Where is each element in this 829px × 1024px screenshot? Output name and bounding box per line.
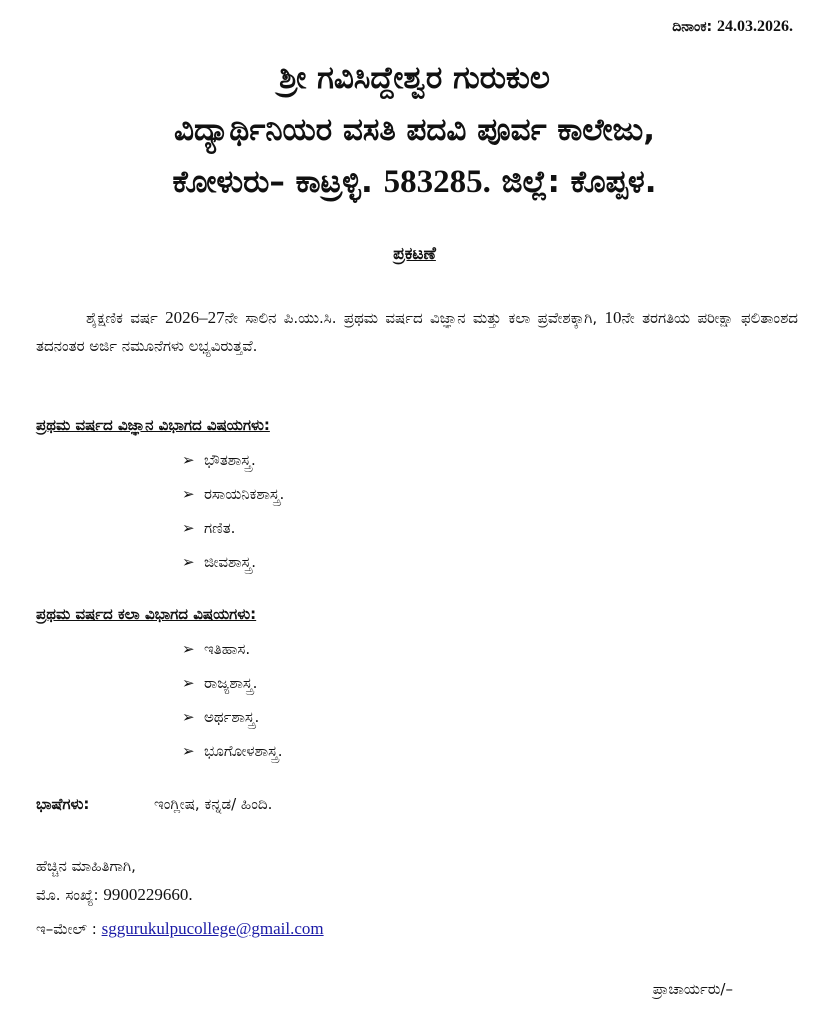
header-district: ಜಿಲ್ಲೆ: ಕೊಪ್ಪಳ.: [501, 164, 657, 200]
date-value: 24.03.2026.: [717, 18, 793, 35]
date-line: [672, 18, 793, 36]
phone-line: [36, 885, 193, 905]
languages-label: ಭಾಷೆಗಳು:: [36, 795, 90, 813]
email-line: [36, 919, 324, 939]
subject-label: ರಾಜ್ಯಶಾಸ್ತ್ರ.: [204, 674, 258, 692]
date-label: ದಿನಾಂಕ:: [672, 19, 713, 35]
para-year: 2026–27: [165, 308, 225, 327]
header-pincode: 583285.: [383, 164, 491, 200]
list-item: [182, 477, 284, 511]
subject-label: ಭೌತಶಾಸ್ತ್ರ.: [204, 451, 256, 469]
arts-subject-list: [182, 632, 283, 768]
list-item: [182, 700, 283, 734]
arrowhead-bullet-icon: ➢: [182, 742, 195, 760]
phone-number: 9900229660.: [103, 885, 193, 904]
arrowhead-bullet-icon: ➢: [182, 708, 195, 726]
header-line-3: [0, 156, 829, 208]
arrowhead-bullet-icon: ➢: [182, 451, 195, 469]
principal-signature: ಪ್ರಾಚಾರ್ಯರು/–: [652, 980, 733, 998]
header-line-1: ಶ್ರೀ ಗವಿಸಿದ್ದೇಶ್ವರ ಗುರುಕುಲ: [279, 60, 550, 96]
list-item: [182, 734, 283, 768]
list-item: [182, 511, 284, 545]
header-line-2: ವಿದ್ಯಾರ್ಥಿನಿಯರ ವಸತಿ ಪದವಿ ಪೂರ್ವ ಕಾಲೇಜು,: [174, 112, 655, 148]
languages-value: ಇಂಗ್ಲೀಷ, ಕನ್ನಡ/ ಹಿಂದಿ.: [154, 795, 273, 813]
para-num-10: 10: [604, 308, 622, 327]
subject-label: ಭೂಗೋಳಶಾಸ್ತ್ರ.: [204, 742, 283, 760]
list-item: [182, 666, 283, 700]
subject-label: ಇತಿಹಾಸ.: [204, 640, 251, 658]
science-subject-list: [182, 443, 284, 579]
header-place: ಕೋಳುರು– ಕಾಟ್ರಳ್ಳಿ.: [172, 164, 373, 200]
notice-title: ಪ್ರಕಟಣೆ: [393, 244, 436, 264]
arrowhead-bullet-icon: ➢: [182, 553, 195, 571]
arrowhead-bullet-icon: ➢: [182, 640, 195, 658]
arts-heading: ಪ್ರಥಮ ವರ್ಷದ ಕಲಾ ವಿಭಾಗದ ವಿಷಯಗಳು:: [36, 605, 257, 623]
contact-intro: ಹೆಚ್ಚಿನ ಮಾಹಿತಿಗಾಗಿ,: [36, 857, 136, 875]
subject-label: ರಸಾಯನಿಕಶಾಸ್ತ್ರ.: [204, 485, 285, 503]
list-item: [182, 443, 284, 477]
subject-label: ಜೀವಶಾಸ್ತ್ರ.: [204, 553, 257, 571]
para-part-1: ಶೈಕ್ಷಣಿಕ ವರ್ಷ: [86, 309, 158, 327]
phone-label: ಮೊ. ಸಂಖ್ಯೆ:: [36, 886, 99, 904]
list-item: [182, 632, 283, 666]
subject-label: ಅರ್ಥಶಾಸ್ತ್ರ.: [204, 708, 260, 726]
arrowhead-bullet-icon: ➢: [182, 485, 195, 503]
college-header: [0, 52, 829, 208]
email-link[interactable]: sggurukulpucollege@gmail.com: [101, 919, 324, 938]
languages-line: [36, 795, 272, 813]
para-part-3: ನೇ ತರಗತಿಯ ಪರೀಕ್ಷಾ ಫಲಿತಾಂಶದ ತದನಂತರ ಅರ್ಜಿ ನಮೂನೆಗಳು ಲಭ್ಯವಿರುತ್ತವೆ.: [36, 309, 798, 355]
subject-label: ಗಣಿತ.: [204, 519, 236, 537]
arrowhead-bullet-icon: ➢: [182, 674, 195, 692]
science-heading: ಪ್ರಥಮ ವರ್ಷದ ವಿಜ್ಞಾನ ವಿಭಾಗದ ವಿಷಯಗಳು:: [36, 416, 270, 434]
email-label: ಇ–ಮೇಲ್ :: [36, 920, 97, 938]
arrowhead-bullet-icon: ➢: [182, 519, 195, 537]
notice-paragraph: [36, 304, 798, 360]
para-part-2: ನೇ ಸಾಲಿನ ಪಿ.ಯು.ಸಿ. ಪ್ರಥಮ ವರ್ಷದ ವಿಜ್ಞಾನ ಮತ್ತು ಕಲಾ ಪ್ರವೇಶಕ್ಕಾಗಿ,: [224, 309, 598, 327]
list-item: [182, 545, 284, 579]
